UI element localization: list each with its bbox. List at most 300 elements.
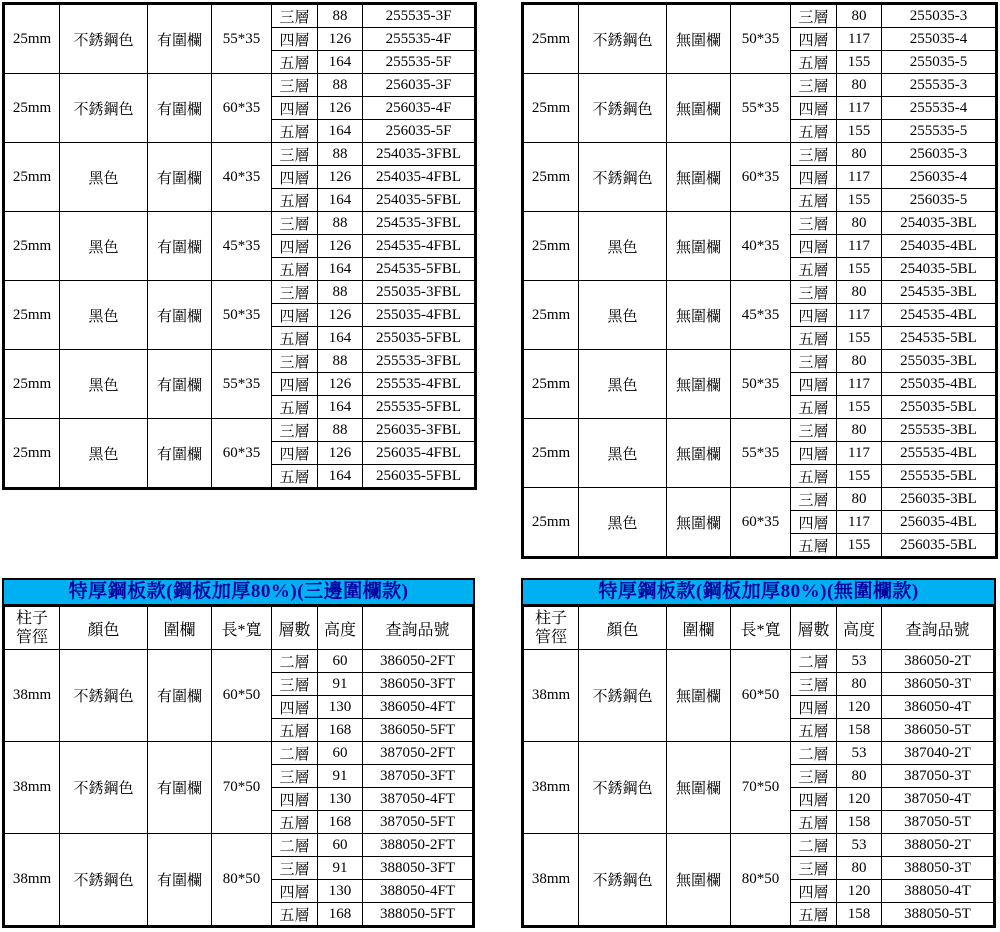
- height-cell: 168: [318, 903, 363, 926]
- table-row: [524, 419, 996, 442]
- layer-cell: 四層: [791, 304, 837, 327]
- product-code-cell: 386050-5FT: [363, 719, 473, 742]
- layer-cell: 四層: [272, 373, 318, 396]
- color-cell: 不銹鋼色: [579, 650, 667, 742]
- height-cell: 126: [318, 28, 363, 51]
- product-code-cell: 255035-5FBL: [363, 327, 475, 350]
- product-code-cell: 255535-3FBL: [363, 350, 475, 373]
- header-size: 長*寬: [731, 607, 791, 650]
- height-cell: 126: [318, 235, 363, 258]
- pipe-diameter-cell: 25mm: [5, 212, 60, 281]
- height-cell: 91: [318, 857, 363, 880]
- layer-cell: 五層: [272, 51, 318, 74]
- product-code-cell: 255535-3: [882, 74, 996, 97]
- height-cell: 126: [318, 442, 363, 465]
- table-title: 特厚鋼板款(鋼板加厚80%)(無圍欄款): [523, 580, 994, 606]
- height-cell: 117: [837, 28, 882, 51]
- table-row: [5, 5, 475, 28]
- product-code-cell: 254535-5FBL: [363, 258, 475, 281]
- product-code-cell: 388050-3T: [882, 857, 994, 880]
- height-cell: 53: [837, 742, 882, 765]
- header-pipe-line: 柱子: [15, 610, 48, 627]
- layer-cell: 四層: [272, 880, 318, 903]
- layer-cell: 四層: [272, 166, 318, 189]
- table-row: [524, 650, 994, 673]
- fence-cell: 無圍欄: [667, 74, 731, 143]
- layer-cell: 五層: [272, 258, 318, 281]
- layer-cell: 四層: [791, 97, 837, 120]
- header-pipe-diameter: [524, 607, 579, 650]
- color-cell: 黑色: [60, 419, 148, 488]
- fence-cell: 無圍欄: [667, 281, 731, 350]
- height-cell: 126: [318, 304, 363, 327]
- height-cell: 155: [837, 396, 882, 419]
- height-cell: 80: [837, 673, 882, 696]
- layer-cell: 五層: [791, 396, 837, 419]
- layer-cell: 二層: [791, 650, 837, 673]
- pipe-diameter-cell: 25mm: [524, 419, 579, 488]
- pipe-diameter-cell: 25mm: [5, 143, 60, 212]
- layer-cell: 二層: [272, 834, 318, 857]
- table-row: [524, 74, 996, 97]
- pipe-diameter-cell: 38mm: [5, 834, 60, 926]
- size-cell: 40*35: [212, 143, 272, 212]
- header-color: 顏色: [60, 607, 148, 650]
- height-cell: 120: [837, 788, 882, 811]
- product-code-cell: 255535-5F: [363, 51, 475, 74]
- product-code-cell: 255035-5BL: [882, 396, 996, 419]
- height-cell: 126: [318, 166, 363, 189]
- fence-cell: 無圍欄: [667, 650, 731, 742]
- product-code-cell: 388050-3FT: [363, 857, 473, 880]
- layer-cell: 三層: [272, 673, 318, 696]
- header-height: 高度: [837, 607, 882, 650]
- product-code-cell: 386050-5T: [882, 719, 994, 742]
- pipe-diameter-cell: 25mm: [524, 143, 579, 212]
- height-cell: 155: [837, 327, 882, 350]
- table-row: [5, 419, 475, 442]
- layer-cell: 四層: [272, 97, 318, 120]
- size-cell: 80*50: [212, 834, 272, 926]
- layer-cell: 三層: [272, 212, 318, 235]
- height-cell: 60: [318, 742, 363, 765]
- product-code-cell: 256035-4FBL: [363, 442, 475, 465]
- layer-cell: 四層: [791, 28, 837, 51]
- layer-cell: 五層: [791, 903, 837, 926]
- height-cell: 80: [837, 143, 882, 166]
- layer-cell: 五層: [272, 719, 318, 742]
- height-cell: 88: [318, 74, 363, 97]
- product-code-cell: 255535-4FBL: [363, 373, 475, 396]
- product-code-cell: 255535-4: [882, 97, 996, 120]
- height-cell: 117: [837, 304, 882, 327]
- pipe-diameter-cell: 38mm: [524, 742, 579, 834]
- height-cell: 117: [837, 97, 882, 120]
- color-cell: 不銹鋼色: [579, 74, 667, 143]
- size-cell: 40*35: [731, 212, 791, 281]
- product-code-cell: 386050-2FT: [363, 650, 473, 673]
- product-code-cell: 254535-5BL: [882, 327, 996, 350]
- product-code-cell: 387050-5T: [882, 811, 994, 834]
- color-cell: 黑色: [60, 143, 148, 212]
- color-cell: 不銹鋼色: [579, 5, 667, 74]
- table-title: 特厚鋼板款(鋼板加厚80%)(三邊圍欄款): [4, 580, 473, 606]
- color-cell: 不銹鋼色: [60, 5, 148, 74]
- table-row: [524, 143, 996, 166]
- table-row: [524, 212, 996, 235]
- fence-cell: 無圍欄: [667, 5, 731, 74]
- height-cell: 158: [837, 811, 882, 834]
- product-code-cell: 256035-5BL: [882, 534, 996, 557]
- table-38mm-thick-with-fence: [2, 578, 475, 928]
- product-code-cell: 255535-3F: [363, 5, 475, 28]
- layer-cell: 四層: [272, 304, 318, 327]
- product-code-cell: 255535-5BL: [882, 465, 996, 488]
- layer-cell: 五層: [272, 120, 318, 143]
- header-pipe-line: 柱子: [534, 610, 567, 627]
- layer-cell: 五層: [272, 327, 318, 350]
- table-25mm-no-fence: [521, 2, 998, 559]
- fence-cell: 有圍欄: [148, 212, 212, 281]
- header-fence: 圍欄: [148, 607, 212, 650]
- layer-cell: 四層: [791, 235, 837, 258]
- layer-cell: 四層: [272, 235, 318, 258]
- height-cell: 130: [318, 788, 363, 811]
- layer-cell: 三層: [272, 281, 318, 304]
- fence-cell: 有圍欄: [148, 74, 212, 143]
- height-cell: 60: [318, 650, 363, 673]
- height-cell: 88: [318, 143, 363, 166]
- layer-cell: 四層: [272, 696, 318, 719]
- product-code-cell: 387040-2T: [882, 742, 994, 765]
- color-cell: 不銹鋼色: [60, 74, 148, 143]
- product-code-cell: 388050-4FT: [363, 880, 473, 903]
- height-cell: 155: [837, 51, 882, 74]
- size-cell: 60*50: [731, 650, 791, 742]
- height-cell: 88: [318, 5, 363, 28]
- spec-table: [4, 606, 473, 926]
- color-cell: 黑色: [60, 281, 148, 350]
- height-cell: 155: [837, 189, 882, 212]
- pipe-diameter-cell: 25mm: [5, 74, 60, 143]
- height-cell: 130: [318, 880, 363, 903]
- product-code-cell: 254035-3BL: [882, 212, 996, 235]
- table-row: [5, 74, 475, 97]
- table-row: [5, 834, 473, 857]
- header-layers: 層數: [272, 607, 318, 650]
- product-code-cell: 255035-3BL: [882, 350, 996, 373]
- color-cell: 黑色: [579, 419, 667, 488]
- height-cell: 120: [837, 880, 882, 903]
- pipe-diameter-cell: 25mm: [5, 281, 60, 350]
- layer-cell: 三層: [791, 857, 837, 880]
- height-cell: 155: [837, 534, 882, 557]
- product-code-cell: 388050-5FT: [363, 903, 473, 926]
- height-cell: 80: [837, 488, 882, 511]
- layer-cell: 三層: [791, 5, 837, 28]
- product-code-cell: 254535-3FBL: [363, 212, 475, 235]
- product-code-cell: 256035-5: [882, 189, 996, 212]
- table-row: [524, 742, 994, 765]
- layer-cell: 五層: [272, 465, 318, 488]
- table-38mm-thick-no-fence: [521, 578, 996, 928]
- fence-cell: 無圍欄: [667, 488, 731, 557]
- product-code-cell: 387050-3FT: [363, 765, 473, 788]
- size-cell: 70*50: [731, 742, 791, 834]
- pipe-diameter-cell: 25mm: [5, 419, 60, 488]
- pipe-diameter-cell: 38mm: [524, 650, 579, 742]
- layer-cell: 三層: [791, 350, 837, 373]
- height-cell: 117: [837, 442, 882, 465]
- layer-cell: 二層: [272, 650, 318, 673]
- layer-cell: 三層: [791, 488, 837, 511]
- product-code-cell: 256035-3F: [363, 74, 475, 97]
- product-code-cell: 254035-3FBL: [363, 143, 475, 166]
- product-code-cell: 388050-2FT: [363, 834, 473, 857]
- size-cell: 70*50: [212, 742, 272, 834]
- height-cell: 60: [318, 834, 363, 857]
- layer-cell: 四層: [791, 442, 837, 465]
- pipe-diameter-cell: 25mm: [5, 5, 60, 74]
- layer-cell: 四層: [272, 442, 318, 465]
- product-code-cell: 386050-2T: [882, 650, 994, 673]
- product-code-cell: 388050-2T: [882, 834, 994, 857]
- layer-cell: 五層: [791, 51, 837, 74]
- size-cell: 55*35: [731, 74, 791, 143]
- product-code-cell: 254035-4BL: [882, 235, 996, 258]
- height-cell: 120: [837, 696, 882, 719]
- product-code-cell: 255035-5: [882, 51, 996, 74]
- height-cell: 158: [837, 903, 882, 926]
- product-code-cell: 254035-5FBL: [363, 189, 475, 212]
- layer-cell: 五層: [272, 396, 318, 419]
- product-code-cell: 255035-3FBL: [363, 281, 475, 304]
- height-cell: 126: [318, 373, 363, 396]
- height-cell: 88: [318, 281, 363, 304]
- product-code-cell: 256035-5FBL: [363, 465, 475, 488]
- height-cell: 155: [837, 465, 882, 488]
- height-cell: 88: [318, 212, 363, 235]
- height-cell: 80: [837, 350, 882, 373]
- size-cell: 55*35: [731, 419, 791, 488]
- layer-cell: 五層: [791, 189, 837, 212]
- fence-cell: 有圍欄: [148, 834, 212, 926]
- color-cell: 不銹鋼色: [579, 742, 667, 834]
- height-cell: 91: [318, 673, 363, 696]
- layer-cell: 三層: [791, 765, 837, 788]
- product-code-cell: 255035-4FBL: [363, 304, 475, 327]
- product-code-cell: 256035-4F: [363, 97, 475, 120]
- header-height: 高度: [318, 607, 363, 650]
- color-cell: 不銹鋼色: [60, 742, 148, 834]
- product-code-cell: 255035-3: [882, 5, 996, 28]
- layer-cell: 四層: [791, 166, 837, 189]
- product-code-cell: 254535-3BL: [882, 281, 996, 304]
- pipe-diameter-cell: 25mm: [524, 5, 579, 74]
- height-cell: 130: [318, 696, 363, 719]
- fence-cell: 無圍欄: [667, 742, 731, 834]
- product-code-cell: 387050-4T: [882, 788, 994, 811]
- pipe-diameter-cell: 38mm: [5, 650, 60, 742]
- height-cell: 164: [318, 120, 363, 143]
- layer-cell: 二層: [791, 742, 837, 765]
- product-code-cell: 387050-2FT: [363, 742, 473, 765]
- height-cell: 80: [837, 5, 882, 28]
- layer-cell: 五層: [791, 534, 837, 557]
- height-cell: 126: [318, 97, 363, 120]
- table-row: [5, 143, 475, 166]
- layer-cell: 五層: [791, 327, 837, 350]
- color-cell: 黑色: [579, 350, 667, 419]
- header-code: 查詢品號: [363, 607, 473, 650]
- fence-cell: 無圍欄: [667, 834, 731, 926]
- product-code-cell: 387050-3T: [882, 765, 994, 788]
- height-cell: 117: [837, 373, 882, 396]
- pipe-diameter-cell: 25mm: [524, 350, 579, 419]
- product-code-cell: 255535-4F: [363, 28, 475, 51]
- pipe-diameter-cell: 38mm: [5, 742, 60, 834]
- product-code-cell: 256035-3FBL: [363, 419, 475, 442]
- table-row: [5, 742, 473, 765]
- height-cell: 80: [837, 212, 882, 235]
- size-cell: 60*50: [212, 650, 272, 742]
- layer-cell: 三層: [791, 419, 837, 442]
- product-code-cell: 386050-3FT: [363, 673, 473, 696]
- product-code-cell: 255035-4BL: [882, 373, 996, 396]
- product-code-cell: 254035-4FBL: [363, 166, 475, 189]
- height-cell: 164: [318, 327, 363, 350]
- spec-table: [523, 4, 996, 557]
- height-cell: 117: [837, 166, 882, 189]
- height-cell: 80: [837, 765, 882, 788]
- product-code-cell: 254535-4BL: [882, 304, 996, 327]
- table-row: [524, 281, 996, 304]
- product-code-cell: 386050-4T: [882, 696, 994, 719]
- height-cell: 53: [837, 650, 882, 673]
- table-row: [5, 212, 475, 235]
- header-color: 顏色: [579, 607, 667, 650]
- header-size: 長*寬: [212, 607, 272, 650]
- color-cell: 黑色: [60, 350, 148, 419]
- layer-cell: 五層: [272, 811, 318, 834]
- layer-cell: 五層: [791, 120, 837, 143]
- pipe-diameter-cell: 25mm: [524, 488, 579, 557]
- layer-cell: 五層: [272, 903, 318, 926]
- layer-cell: 四層: [272, 788, 318, 811]
- fence-cell: 有圍欄: [148, 350, 212, 419]
- size-cell: 50*35: [731, 5, 791, 74]
- fence-cell: 無圍欄: [667, 350, 731, 419]
- layer-cell: 三層: [272, 765, 318, 788]
- height-cell: 164: [318, 396, 363, 419]
- fence-cell: 有圍欄: [148, 650, 212, 742]
- height-cell: 164: [318, 189, 363, 212]
- fence-cell: 有圍欄: [148, 143, 212, 212]
- fence-cell: 有圍欄: [148, 5, 212, 74]
- product-code-cell: 255535-3BL: [882, 419, 996, 442]
- product-code-cell: 256035-5F: [363, 120, 475, 143]
- header-pipe-line: 管徑: [534, 629, 567, 646]
- height-cell: 168: [318, 811, 363, 834]
- product-code-cell: 386050-3T: [882, 673, 994, 696]
- spec-table: [4, 4, 475, 488]
- product-code-cell: 255535-5FBL: [363, 396, 475, 419]
- table-row: [524, 350, 996, 373]
- table-row: [524, 488, 996, 511]
- layer-cell: 五層: [791, 811, 837, 834]
- product-code-cell: 386050-4FT: [363, 696, 473, 719]
- pipe-diameter-cell: 25mm: [524, 212, 579, 281]
- size-cell: 80*50: [731, 834, 791, 926]
- table-row: [524, 5, 996, 28]
- size-cell: 50*35: [212, 281, 272, 350]
- height-cell: 53: [837, 834, 882, 857]
- size-cell: 55*35: [212, 5, 272, 74]
- layer-cell: 三層: [272, 419, 318, 442]
- fence-cell: 無圍欄: [667, 143, 731, 212]
- height-cell: 91: [318, 765, 363, 788]
- color-cell: 不銹鋼色: [579, 834, 667, 926]
- layer-cell: 五層: [791, 719, 837, 742]
- product-code-cell: 256035-3: [882, 143, 996, 166]
- product-code-cell: 256035-3BL: [882, 488, 996, 511]
- fence-cell: 有圍欄: [148, 742, 212, 834]
- product-code-cell: 255035-4: [882, 28, 996, 51]
- header-pipe-diameter: [5, 607, 60, 650]
- table-row: [5, 650, 473, 673]
- header-row: [5, 607, 473, 650]
- layer-cell: 五層: [791, 465, 837, 488]
- height-cell: 117: [837, 235, 882, 258]
- product-code-cell: 388050-4T: [882, 880, 994, 903]
- layer-cell: 三層: [791, 212, 837, 235]
- layer-cell: 三層: [272, 74, 318, 97]
- color-cell: 黑色: [579, 212, 667, 281]
- header-pipe-line: 管徑: [15, 629, 48, 646]
- height-cell: 155: [837, 120, 882, 143]
- spec-table: [523, 606, 994, 926]
- pipe-diameter-cell: 38mm: [524, 834, 579, 926]
- product-code-cell: 255535-5: [882, 120, 996, 143]
- table-row: [524, 834, 994, 857]
- layer-cell: 四層: [791, 788, 837, 811]
- color-cell: 黑色: [579, 281, 667, 350]
- size-cell: 50*35: [731, 350, 791, 419]
- pipe-diameter-cell: 25mm: [524, 281, 579, 350]
- header-fence: 圍欄: [667, 607, 731, 650]
- height-cell: 164: [318, 51, 363, 74]
- height-cell: 164: [318, 465, 363, 488]
- height-cell: 80: [837, 281, 882, 304]
- height-cell: 80: [837, 74, 882, 97]
- header-code: 查詢品號: [882, 607, 994, 650]
- color-cell: 不銹鋼色: [60, 650, 148, 742]
- layer-cell: 三層: [272, 857, 318, 880]
- product-code-cell: 255535-4BL: [882, 442, 996, 465]
- height-cell: 88: [318, 350, 363, 373]
- layer-cell: 三層: [791, 143, 837, 166]
- product-code-cell: 387050-4FT: [363, 788, 473, 811]
- color-cell: 不銹鋼色: [579, 143, 667, 212]
- fence-cell: 有圍欄: [148, 419, 212, 488]
- size-cell: 60*35: [731, 488, 791, 557]
- height-cell: 158: [837, 719, 882, 742]
- color-cell: 黑色: [579, 488, 667, 557]
- fence-cell: 有圍欄: [148, 281, 212, 350]
- height-cell: 88: [318, 419, 363, 442]
- header-row: [524, 607, 994, 650]
- height-cell: 80: [837, 419, 882, 442]
